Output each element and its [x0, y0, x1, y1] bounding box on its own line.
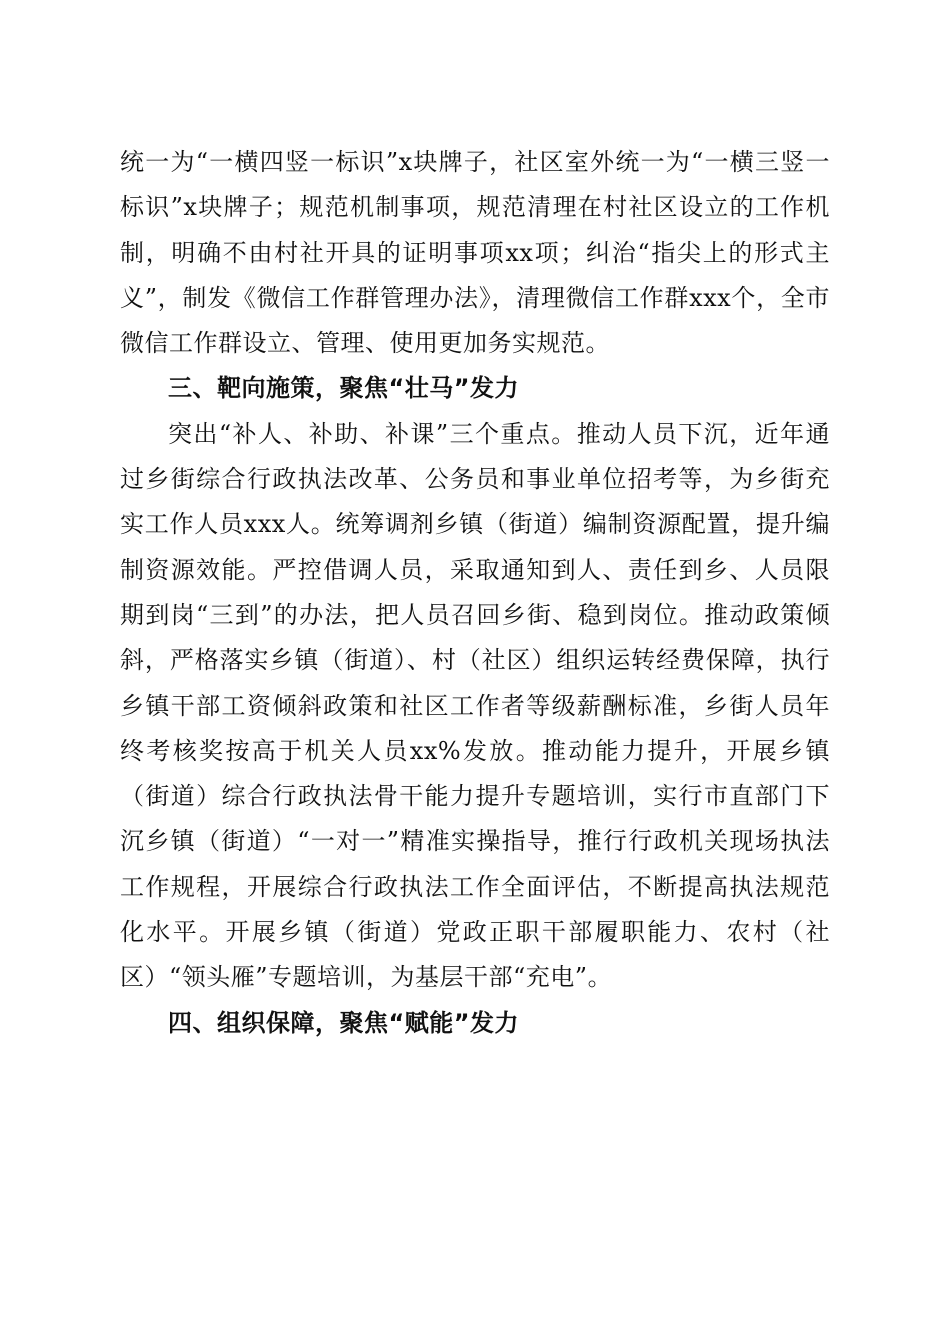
paragraph-continuation: 统一为“一横四竖一标识”x块牌子，社区室外统一为“一横三竖一标识”x块牌子；规范机制事项，规范清理在村社区设立的工作机制，明确不由村社开具的证明事项xx项；纠治“指尖上的形式主义”，制发《微信工作群管理办法》，清理微信工作群xxx个，全市微信工作群设立、管理、使用更加务实规范。 [120, 148, 830, 358]
document-body [120, 140, 830, 1046]
section-heading-3: 三、靶向施策，聚焦“壮马”发力 [168, 374, 520, 403]
paragraph-section-3: 突出“补人、补助、补课”三个重点。推动人员下沉，近年通过乡街综合行政执法改革、公务员和事业单位招考等，为乡街充实工作人员xxx人。统筹调剂乡镇（街道）编制资源配置，提升编制资源效能。严控借调人员，采取通知到人、责任到乡、人员限期到岗“三到”的办法，把人员召回乡街、稳到岗位。推动政策倾斜，严格落实乡镇（街道）、村（社区）组织运转经费保障，执行乡镇干部工资倾斜政策和社区工作者等级薪酬标准，乡街人员年终考核奖按高于机关人员xx%发放。推动能力提升，开展乡镇（街道）综合行政执法骨干能力提升专题培训，实行市直部门下沉乡镇（街道）“一对一”精准实操指导，推行行政机关现场执法工作规程，开展综合行政执法工作全面评估，不断提高执法规范化水平。开展乡镇（街道）党政正职干部履职能力、农村（社区）“领头雁”专题培训，为基层干部“充电”。 [120, 419, 830, 992]
section-heading-4: 四、组织保障，聚焦“赋能”发力 [168, 1008, 520, 1037]
